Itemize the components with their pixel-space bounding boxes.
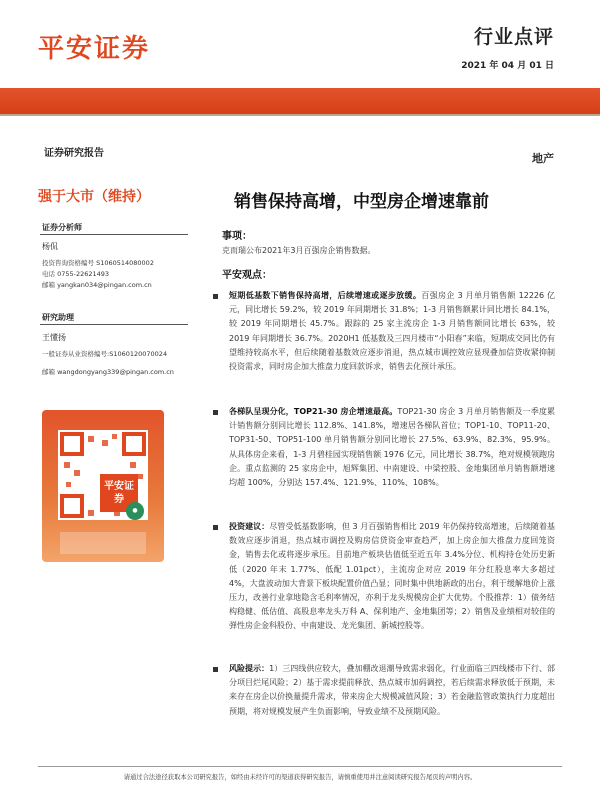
assistant-name: 王懂扬 xyxy=(42,333,66,342)
page-title: 销售保持高增，中型房企增速靠前 xyxy=(234,192,489,212)
analyst-phone: 电话 0755-22621493 xyxy=(42,270,110,278)
footer-disclaimer: 请通过合法途径获取本公司研究报告，如经由未经许可的渠道获得研究报告，请慎重使用并注意阅读研究报告尾页的声明内容。 xyxy=(123,774,477,781)
assistant-section-label: 研究助理 xyxy=(42,313,74,322)
divider xyxy=(40,234,188,235)
header-band-underline xyxy=(0,114,600,116)
bullet-text: 百强房企 3 月单月销售额 12226 亿元，同比增长 59.2%，较 2019 年同期增长 31.8%；1-3 月销售额累计同比增长 84.1%，较 2019 年同期增长 45.7%。跟踪的 25 家主流房企 1-3 月销售额同比增长 63%，较 2019 年同期增长 36.7%。2020H1 低基数及三四月楼市“小阳春”来临，短期成交同比仍有望维持较高水平，但后续随着基数效应逐步消退，热点城市调控效应显现叠加信贷收紧抑制投资需求，同时房企加大推盘力度回款诉求，销售去化预计承压。 xyxy=(229,291,556,372)
divider xyxy=(40,324,188,325)
brand-logo: 平安证券 xyxy=(38,34,151,64)
bullet-paragraph xyxy=(213,662,555,719)
matter-text: 克而瑞公布2021年3月百强房企销售数据。 xyxy=(222,246,376,255)
bullet-icon xyxy=(213,525,218,530)
bullet-lead: 各梯队呈现分化，TOP21-30 房企增速最高。 xyxy=(229,407,398,416)
sector-label: 地产 xyxy=(532,152,554,165)
analyst-email[interactable]: 邮箱 yangkan034@pingan.com.cn xyxy=(42,281,152,289)
bullet-text: 1）三四线供应较大，叠加棚改退潮导致需求弱化，行业面临三四线楼市下行、部分项目烂尾风险；2）基于需求提前释放、热点城市加码调控，若后续需求释放低于预期，未来存在房企以价换量提升需求，带来房企大规模减值风险；3）若金融监管政策执行力度超出预期，将对规模发展产生负面影响，导致业绩不及预期风险。 xyxy=(229,664,556,716)
header-band xyxy=(0,88,600,114)
analyst-cert: 投资咨询资格编号 S1060514080002 xyxy=(42,259,154,267)
rating: 强于大市（维持） xyxy=(38,189,150,205)
qr-footer-strip xyxy=(60,532,146,554)
bullet-paragraph xyxy=(213,520,555,634)
assistant-email[interactable]: 邮箱 wangdongyang339@pingan.com.cn xyxy=(42,368,174,376)
assistant-cert: 一般证券从业资格编号:S1060120070024 xyxy=(42,350,168,358)
bullet-icon xyxy=(213,294,218,299)
view-heading: 平安观点： xyxy=(222,270,272,281)
analyst-name: 杨侃 xyxy=(42,242,58,251)
report-type: 证券研究报告 xyxy=(44,148,104,159)
bullet-paragraph xyxy=(213,405,555,490)
matter-heading: 事项： xyxy=(222,231,252,242)
bullet-icon xyxy=(213,667,218,672)
qr-badge: 平安证券 xyxy=(100,474,138,512)
bullet-lead: 风险提示： xyxy=(229,664,270,673)
bullet-lead: 投资建议： xyxy=(229,522,270,531)
qr-code-panel[interactable] xyxy=(42,410,164,562)
doc-type: 行业点评 xyxy=(473,26,554,48)
analyst-section-label: 证券分析师 xyxy=(42,223,82,232)
bullet-text: TOP21-30 房企 3 月单月销售额及一季度累计销售额分别同比增长 112.8%、141.8%，增速居各梯队首位；TOP1-10、TOP11-20、TOP31-50、TOP51-100 单月销售额分别同比增长 27.5%、63.9%、82.3%、95.9%。从具体房企来看，1-3 月碧桂园实现销售额 1976 亿元，同比增长 38.7%，绝对规模领跑房企。重点监测的 25 家房企中，旭辉集团、中南建设、中梁控股、金地集团单月销售额增速均超 100%，分别达 157.4%、121.9%、110%、108%。 xyxy=(229,407,555,488)
bullet-icon xyxy=(213,410,218,415)
wechat-icon: ● xyxy=(126,502,144,520)
bullet-text: 尽管受低基数影响，但 3 月百强销售相比 2019 年仍保持较高增速，后续随着基数效应逐步消退，热点城市调控及购房信贷资金审查趋严，加上房企加大推盘力度回笼资金，销售去化或将逐步承压。目前地产板块估值低至近五年 3.4%分位、机构持仓处历史新低（2020 年末 1.77%、低配 1.01pct），主流房企对应 2019 年分红股息率大多超过 4%，大盘波动加大背景下板块配置价值凸显；同时集中供地新政的出台，利于缓解地价上涨压力，改善行业拿地隐含毛利率情况，亦利于龙头规模房企扩大优势。个股推荐：1）债务结构稳健、低估值、高股息率龙头万科 A、保利地产、金地集团等；2）销售及业绩相对较佳的弹性房企金科股份、中南建设、龙光集团、新城控股等。 xyxy=(229,522,556,631)
report-date: 2021 年 04 月 01 日 xyxy=(461,61,554,71)
bullet-lead: 短期低基数下销售保持高增，后续增速或逐步放缓。 xyxy=(229,291,422,300)
bullet-paragraph xyxy=(213,289,555,374)
footer-divider xyxy=(38,766,562,767)
